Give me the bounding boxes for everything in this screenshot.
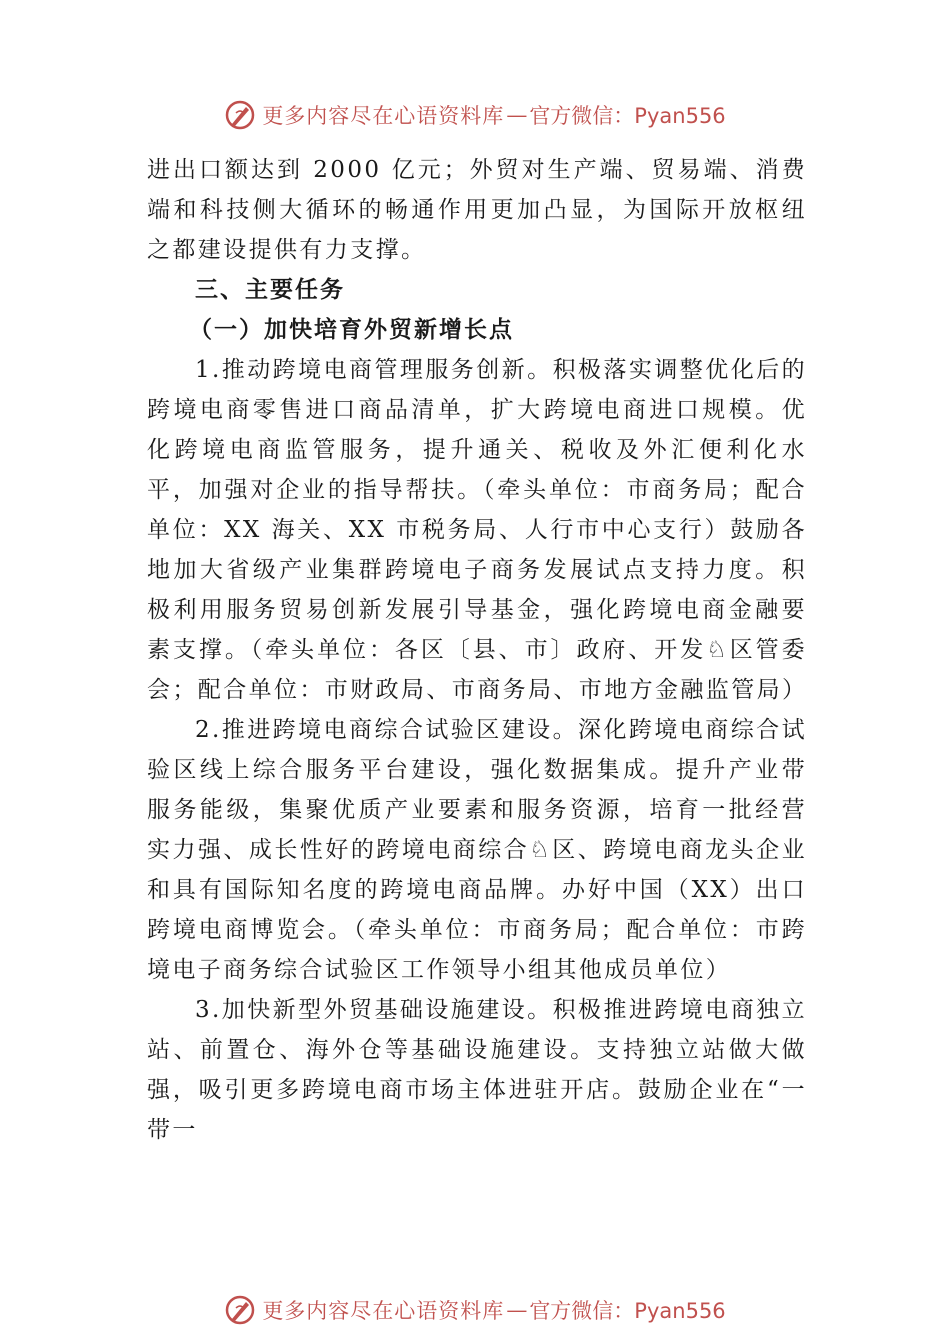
document-body	[147, 150, 807, 1150]
footer-watermark-banner	[0, 1290, 950, 1330]
paragraph-continued: 进出口额达到 2000 亿元；外贸对生产端、贸易端、消费端和科技侧大循环的畅通作用更加凸显，为国际开放枢纽之都建设提供有力支撑。	[147, 157, 807, 263]
banner-separator: —	[506, 103, 528, 127]
banner-wechat-text: 官方微信：Pyan556	[529, 1299, 726, 1323]
paragraph-item-3: 3.加快新型外贸基础设施建设。积极推进跨境电商独立站、前置仓、海外仓等基础设施建设。支持独立站做大做强，吸引更多跨境电商市场主体进驻开店。鼓励企业在“一带一	[147, 997, 807, 1143]
banner-separator: —	[506, 1298, 528, 1322]
banner-site-text: 更多内容尽在心语资料库	[262, 104, 505, 128]
pen-logo-icon	[224, 1294, 256, 1326]
section-heading: 三、主要任务	[195, 276, 345, 303]
pen-logo-icon	[224, 99, 256, 131]
subsection-heading: （一）加快培育外贸新增长点	[189, 316, 514, 343]
paragraph-item-1: 1.推动跨境电商管理服务创新。积极落实调整优化后的跨境电商零售进口商品清单，扩大跨境电商进口规模。优化跨境电商监管服务，提升通关、税收及外汇便利化水平，加强对企业的指导帮扶。（牵头单位：市商务局；配合单位：XX 海关、XX 市税务局、人行市中心支行）鼓励各地加大省级产业集群跨境电子商务发展试点支持力度。积极利用服务贸易创新发展引导基金，强化跨境电商金融要素支撑。（牵头单位：各区〔县、市〕政府、开发♘区管委会；配合单位：市财政局、市商务局、市地方金融监管局）	[147, 357, 808, 703]
header-watermark-banner	[0, 95, 950, 135]
paragraph-item-2: 2.推进跨境电商综合试验区建设。深化跨境电商综合试验区线上综合服务平台建设，强化数据集成。提升产业带服务能级，集聚优质产业要素和服务资源，培育一批经营实力强、成长性好的跨境电商综合♘区、跨境电商龙头企业和具有国际知名度的跨境电商品牌。办好中国（XX）出口跨境电商博览会。（牵头单位：市商务局；配合单位：市跨境电子商务综合试验区工作领导小组其他成员单位）	[147, 717, 807, 983]
banner-wechat-text: 官方微信：Pyan556	[529, 104, 726, 128]
banner-site-text: 更多内容尽在心语资料库	[262, 1299, 505, 1323]
